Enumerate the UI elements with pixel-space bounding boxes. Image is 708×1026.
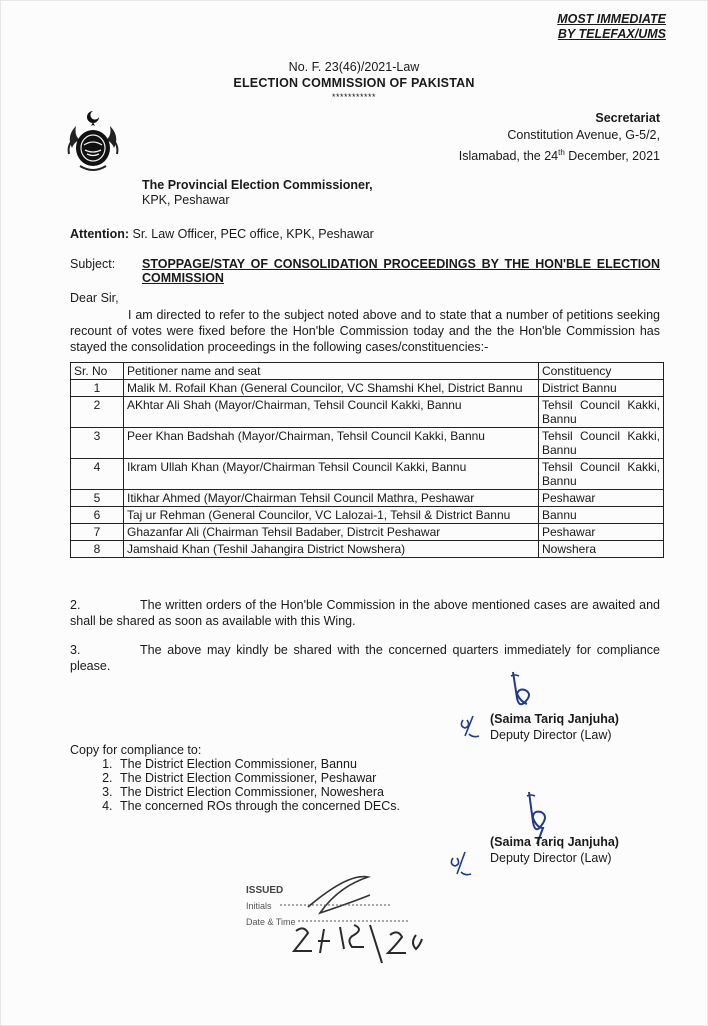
cell-sr: 8: [71, 541, 124, 558]
secretariat-address: Constitution Avenue, G-5/2,: [507, 128, 660, 142]
addressee-block: [142, 178, 373, 208]
table-row: [71, 397, 664, 428]
signature-block-2: [490, 834, 619, 866]
addressee-name: The Provincial Election Commissioner,: [142, 178, 373, 192]
paragraph-2-number: 2.: [70, 598, 81, 612]
cell-petitioner: Itikhar Ahmed (Mayor/Chairman Tehsil Council Mathra, Peshawar: [124, 490, 539, 507]
cell-petitioner: Ghazanfar Ali (Chairman Tehsil Badaber, Distrcit Peshawar: [124, 524, 539, 541]
cell-petitioner: Ikram Ullah Khan (Mayor/Chairman Tehsil Council Kakki, Bannu: [124, 459, 539, 490]
file-number: No. F. 23(46)/2021-Law: [288, 60, 420, 74]
paragraph-3-number: 3.: [70, 643, 81, 657]
secretariat-block: [459, 110, 660, 165]
urgency-line-2: BY TELEFAX/UMS: [557, 27, 666, 41]
cell-constituency: Tehsil Council Kakki, Bannu: [539, 459, 664, 490]
list-item: 1. The District Election Commissioner, Bannu: [116, 757, 400, 771]
cell-constituency: Peshawar: [539, 490, 664, 507]
date-suffix: December, 2021: [564, 149, 660, 164]
cell-constituency: Peshawar: [539, 524, 664, 541]
signatory-name-2: (Saima Tariq Janjuha): [490, 835, 619, 849]
ecp-emblem-icon: [64, 108, 122, 174]
cell-sr: 4: [71, 459, 124, 490]
stamp-date-time: Date & Time: [246, 917, 296, 927]
paragraph-3: [70, 642, 660, 674]
cell-sr: 6: [71, 507, 124, 524]
paragraph-1: [70, 307, 660, 355]
subject-text: STOPPAGE/STAY OF CONSOLIDATION PROCEEDINGS BY THE HON'BLE ELECTION COMMISSION: [142, 257, 660, 285]
table-row: [71, 459, 664, 490]
cell-constituency: Tehsil Council Kakki, Bannu: [539, 397, 664, 428]
header-petitioner: Petitioner name and seat: [124, 363, 539, 380]
cell-constituency: Nowshera: [539, 541, 664, 558]
cell-petitioner: Jamshaid Khan (Teshil Jahangira District Nowshera): [124, 541, 539, 558]
cell-petitioner: Taj ur Rehman (General Councilor, VC Lalozai-1, Tehsil & District Bannu: [124, 507, 539, 524]
copy-heading: Copy for compliance to:: [70, 743, 202, 757]
copy-list: [70, 757, 400, 813]
cases-table: [70, 362, 664, 558]
cell-sr: 1: [71, 380, 124, 397]
organization-name: ELECTION COMMISSION OF PAKISTAN: [233, 76, 475, 90]
signatory-name-1: (Saima Tariq Janjuha): [490, 712, 619, 726]
header-sr-no: Sr. No: [71, 363, 124, 380]
header-constituency: Constituency: [539, 363, 664, 380]
salutation: Dear Sir,: [70, 291, 119, 305]
addressee-place: KPK, Peshawar: [142, 193, 230, 207]
table-row: [71, 490, 664, 507]
cell-sr: 7: [71, 524, 124, 541]
attention-line: [70, 227, 374, 241]
table-row: [71, 541, 664, 558]
header-stars: ***********: [331, 92, 377, 102]
signatory-designation-2: Deputy Director (Law): [490, 851, 612, 865]
list-item: 3. The District Election Commissioner, Noweshera: [116, 785, 400, 799]
letter-date: [459, 144, 660, 165]
paragraph-1-text: I am directed to refer to the subject noted above and to state that a number of petitions seeking recount of votes were fixed before the Hon'ble Commission today and the the Hon'ble Commission has stayed the consolidation proceedings in the following cases/constituencies:-: [70, 308, 660, 354]
cell-petitioner: Malik M. Rofail Khan (General Councilor, VC Shamshi Khel, District Bannu: [124, 380, 539, 397]
date-prefix: Islamabad, the 24: [458, 149, 559, 164]
list-item: 2. The District Election Commissioner, Peshawar: [116, 771, 400, 785]
cell-constituency: Tehsil Council Kakki, Bannu: [539, 428, 664, 459]
attention-text: Sr. Law Officer, PEC office, KPK, Peshawar: [132, 227, 374, 241]
attention-label: Attention:: [70, 227, 130, 241]
stamp-issued: ISSUED: [246, 885, 284, 896]
table-header-row: [71, 363, 664, 380]
secretariat-title: Secretariat: [595, 111, 660, 125]
paragraph-3-text: The above may kindly be shared with the concerned quarters immediately for compliance please.: [70, 643, 660, 673]
date-superscript: th: [558, 148, 565, 157]
paragraph-2: [70, 597, 660, 629]
table-row: [71, 380, 664, 397]
cell-sr: 2: [71, 397, 124, 428]
paragraph-2-text: The written orders of the Hon'ble Commission in the above mentioned cases are awaited and shall be shared as soon as available with this Wing.: [70, 598, 660, 628]
copy-to-block: [70, 743, 400, 813]
signatory-designation-1: Deputy Director (Law): [490, 728, 612, 742]
list-item: 4. The concerned ROs through the concerned DECs.: [116, 799, 400, 813]
cell-petitioner: Peer Khan Badshah (Mayor/Chairman, Tehsil Council Kakki, Bannu: [124, 428, 539, 459]
cell-constituency: District Bannu: [539, 380, 664, 397]
cell-sr: 3: [71, 428, 124, 459]
stamp-handwriting-icon: [240, 855, 440, 975]
cell-constituency: Bannu: [539, 507, 664, 524]
cell-petitioner: AKhtar Ali Shah (Mayor/Chairman, Tehsil Council Kakki, Bannu: [124, 397, 539, 428]
stamp-initials: Initials: [246, 901, 272, 911]
subject-label: Subject:: [70, 257, 116, 271]
signature-block-1: [490, 711, 619, 743]
cell-sr: 5: [71, 490, 124, 507]
table-row: [71, 507, 664, 524]
urgency-line-1: MOST IMMEDIATE: [557, 12, 666, 26]
table-row: [71, 428, 664, 459]
table-row: [71, 524, 664, 541]
urgency-marking: [557, 12, 666, 42]
